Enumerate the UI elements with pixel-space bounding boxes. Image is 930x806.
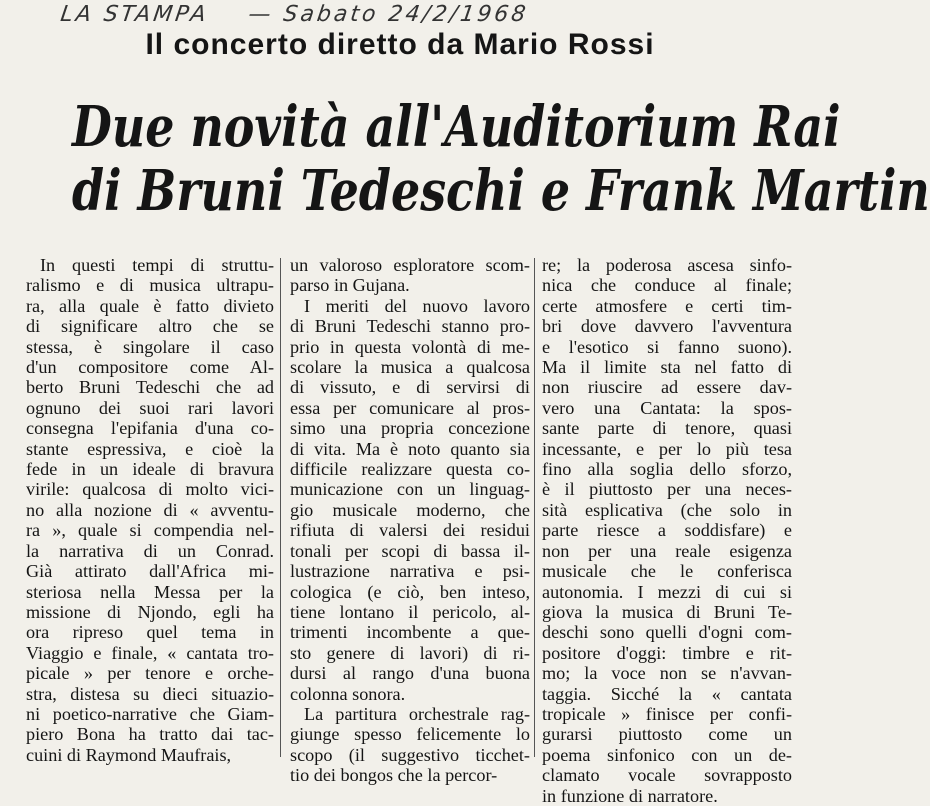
article-line: sto genere di lavori) di ri- <box>290 642 530 663</box>
article-line: difficile realizzare questa co- <box>290 459 530 480</box>
article-line: ra », quale si compendia nel- <box>26 520 274 541</box>
article-line: bri dove davvero l'avventura <box>542 316 792 337</box>
article-line: parte riesce a soddisfare) e <box>542 520 792 541</box>
article-line: in funzione di narratore. <box>542 785 718 806</box>
article-line: giunge spesso felicemente lo <box>290 724 530 745</box>
article-line: steriosa nella Messa per la <box>26 581 274 602</box>
article-line: sità esplicativa (che solo in <box>542 499 792 520</box>
article-line: stante espressiva, e cioè la <box>26 438 274 459</box>
article-line: tonali per scopi di bassa il- <box>290 540 530 561</box>
article-line: prio in questa volontà di me- <box>290 336 530 357</box>
article-line: lustrazione narrativa e psi- <box>290 561 530 582</box>
article-line: rifiuta di valersi dei residui <box>290 520 530 541</box>
article-line: scopo (il suggestivo ticchet- <box>290 744 530 765</box>
article-line: autonomia. I mezzi di cui si <box>542 581 792 602</box>
article-line: incessante, e per lo più tesa <box>542 438 792 459</box>
article-line: municazione con un linguag- <box>290 479 530 500</box>
article-column-2 <box>290 255 530 786</box>
article-line: gurarsi piuttosto come un <box>542 724 792 745</box>
article-line: stessa, è singolare il caso <box>26 336 274 357</box>
article-line: mo; la voce non se n'avvan- <box>542 663 792 684</box>
article-line: colonna sonora. <box>290 683 406 704</box>
handwritten-date: — Sabato 24/2/1968 <box>246 2 531 27</box>
article-line: fede in un ideale di bravura <box>26 459 274 480</box>
article-line: certe atmosfere e certi tim- <box>542 295 792 316</box>
article-line: stra, distesa su dieci situazio- <box>26 683 274 704</box>
article-line: è il piuttosto per una neces- <box>542 479 792 500</box>
article-line: piero Bona ha tratto dai tac- <box>26 724 274 745</box>
article-line: un valoroso esploratore scom- <box>290 255 530 275</box>
kicker-headline: Il concerto diretto da Mario Rossi <box>145 28 655 61</box>
article-line: musicale che le conferisca <box>542 561 792 582</box>
article-line: positore d'oggi: timbre e rit- <box>542 642 792 663</box>
article-line: scolare la musica a qualcosa <box>290 357 530 378</box>
headline-line-1: Due novità all'Auditorium Rai <box>72 94 841 160</box>
article-line: berto Bruni Tedeschi che ad <box>26 377 274 398</box>
article-line: tropicale » finisce per confi- <box>542 703 792 724</box>
article-line: ni poetico-narrative che Giam- <box>26 703 274 724</box>
article-line: d'un compositore come Al- <box>26 357 274 378</box>
article-line: trimenti incombente a que- <box>290 622 530 643</box>
article-line: dursi al rango d'una buona <box>290 663 530 684</box>
column-rule <box>280 258 281 757</box>
article-line: cologica (e ciò, ben inteso, <box>290 581 530 602</box>
article-line: giova la musica di Bruni Te- <box>542 601 792 622</box>
article-line: cuini di Raymond Maufrais, <box>26 744 232 765</box>
article-line: poema sinfonico con un de- <box>542 744 792 765</box>
article-line: Viaggio e finale, « cantata tro- <box>26 642 274 663</box>
column-rule <box>534 258 535 757</box>
article-line: e l'esotico si fanno suono). <box>542 336 792 357</box>
article-line: ralismo e di musica ultrapu- <box>26 275 274 296</box>
article-line: tiene lontano il pericolo, al- <box>290 601 530 622</box>
article-line: ognuno dei suoi rari lavori <box>26 397 274 418</box>
article-line: gio musicale moderno, che <box>290 499 530 520</box>
article-line: la narrativa di un Conrad. <box>26 540 274 561</box>
article-line: di vissuto, e di servirsi di <box>290 377 530 398</box>
article-line: no alla nozione di « avventu- <box>26 499 274 520</box>
article-line: parso in Gujana. <box>290 275 410 296</box>
article-column-3 <box>542 255 792 806</box>
handwritten-paper-name: LA STAMPA <box>58 2 211 27</box>
article-line: sante parte di tenore, quasi <box>542 418 792 439</box>
article-column-1 <box>26 255 274 765</box>
article-line: essa per comunicare al pros- <box>290 397 530 418</box>
article-line: I meriti del nuovo lavoro <box>304 295 530 316</box>
article-line: di vita. Ma è noto quanto sia <box>290 438 530 459</box>
article-line: re; la poderosa ascesa sinfo- <box>542 255 792 275</box>
article-line: Già attirato dall'Africa mi- <box>26 561 274 582</box>
article-line: di Bruni Tedeschi stanno pro- <box>290 316 530 337</box>
article-line: vero una Cantata: la spos- <box>542 397 792 418</box>
article-line: non riuscire ad essere dav- <box>542 377 792 398</box>
article-line: Ma il limite sta nel fatto di <box>542 357 792 378</box>
article-line: clamato vocale sovrapposto <box>542 765 792 786</box>
article-line: virile: qualcosa di molto vici- <box>26 479 274 500</box>
article-line: missione di Njondo, egli ha <box>26 601 274 622</box>
article-line: tio dei bongos che la percor- <box>290 765 498 786</box>
article-line: La partitura orchestrale rag- <box>304 703 530 724</box>
headline-line-2: di Bruni Tedeschi e Frank Martin <box>72 158 930 224</box>
article-line: taggia. Sicché la « cantata <box>542 683 792 704</box>
article-line: ora ripreso quel tema in <box>26 622 274 643</box>
article-line: simo una propria concezione <box>290 418 530 439</box>
article-line: consegna l'epifania d'una co- <box>26 418 274 439</box>
article-line: In questi tempi di struttu- <box>40 255 274 275</box>
article-line: di significare altro che se <box>26 316 274 337</box>
article-line: fino alla soglia dello sforzo, <box>542 459 792 480</box>
article-line: nica che conduce al finale; <box>542 275 792 296</box>
article-line: non per una reale esigenza <box>542 540 792 561</box>
article-line: ra, alla quale è fatto divieto <box>26 295 274 316</box>
article-line: deschi sono quelli d'ogni com- <box>542 622 792 643</box>
article-line: picale » per tenore e orche- <box>26 663 274 684</box>
